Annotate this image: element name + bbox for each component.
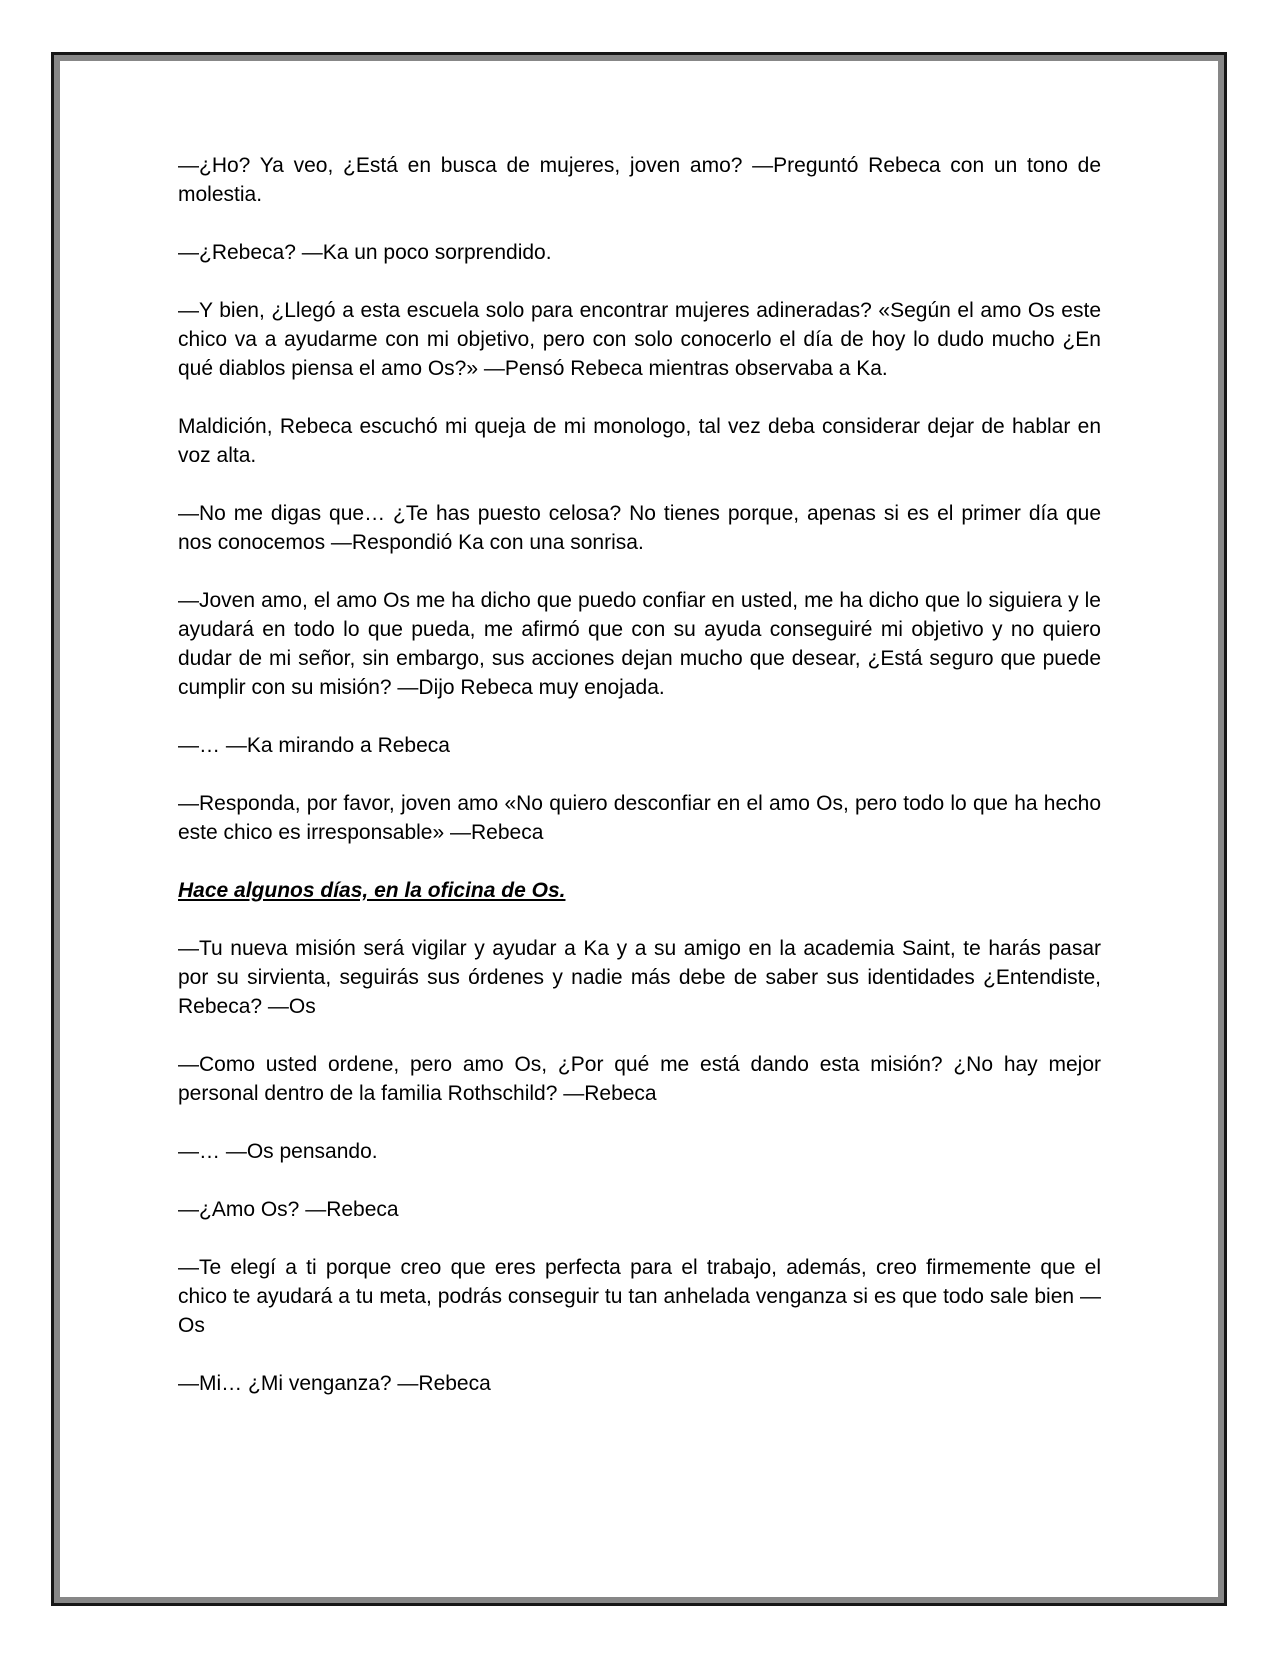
paragraph: —Te elegí a ti porque creo que eres perfecta para el trabajo, además, creo firmemente que el chico te ayudará a tu meta, podrás conseguir tu tan anhelada venganza si es que todo sale bien —Os [178, 1256, 1101, 1337]
paragraph: —Como usted ordene, pero amo Os, ¿Por qué me está dando esta misión? ¿No hay mejor personal dentro de la familia Rothschild? —Rebeca [178, 1053, 1101, 1105]
paragraph: —¿Amo Os? —Rebeca [178, 1198, 399, 1221]
paragraph: —¿Rebeca? —Ka un poco sorprendido. [178, 241, 552, 264]
page-inner-border [54, 55, 1224, 1603]
paragraph: —¿Ho? Ya veo, ¿Está en busca de mujeres, joven amo? —Preguntó Rebeca con un tono de molestia. [178, 154, 1101, 206]
page-border-frame [51, 52, 1227, 1606]
paragraph: —… —Ka mirando a Rebeca [178, 734, 450, 757]
paragraph: —Responda, por favor, joven amo «No quiero desconfiar en el amo Os, pero todo lo que ha hecho este chico es irresponsable» —Rebeca [178, 792, 1101, 844]
paragraph: —Joven amo, el amo Os me ha dicho que puedo confiar en usted, me ha dicho que lo siguiera y le ayudará en todo lo que pueda, me afirmó que con su ayuda conseguiré mi objetivo y no quiero dudar de mi señor, sin embargo, sus acciones dejan mucho que desear, ¿Está seguro que puede cumplir con su misión? —Dijo Rebeca muy enojada. [178, 589, 1101, 699]
paragraph: —Tu nueva misión será vigilar y ayudar a Ka y a su amigo en la academia Saint, te harás pasar por su sirvienta, seguirás sus órdenes y nadie más debe de saber sus identidades ¿Entendiste, Rebeca? —Os [178, 937, 1101, 1018]
section-heading: Hace algunos días, en la oficina de Os. [178, 879, 566, 902]
document-page [60, 61, 1218, 1597]
paragraph: —Mi… ¿Mi venganza? —Rebeca [178, 1372, 491, 1395]
paragraph: —No me digas que… ¿Te has puesto celosa? No tienes porque, apenas si es el primer día que nos conocemos —Respondió Ka con una sonrisa. [178, 502, 1101, 554]
paragraph: —… —Os pensando. [178, 1140, 378, 1163]
paragraph: —Y bien, ¿Llegó a esta escuela solo para encontrar mujeres adineradas? «Según el amo Os este chico va a ayudarme con mi objetivo, pero con solo conocerlo el día de hoy lo dudo mucho ¿En qué diablos piensa el amo Os?» —Pensó Rebeca mientras observaba a Ka. [178, 299, 1101, 380]
paragraph: Maldición, Rebeca escuchó mi queja de mi monologo, tal vez deba considerar dejar de hablar en voz alta. [178, 415, 1101, 467]
